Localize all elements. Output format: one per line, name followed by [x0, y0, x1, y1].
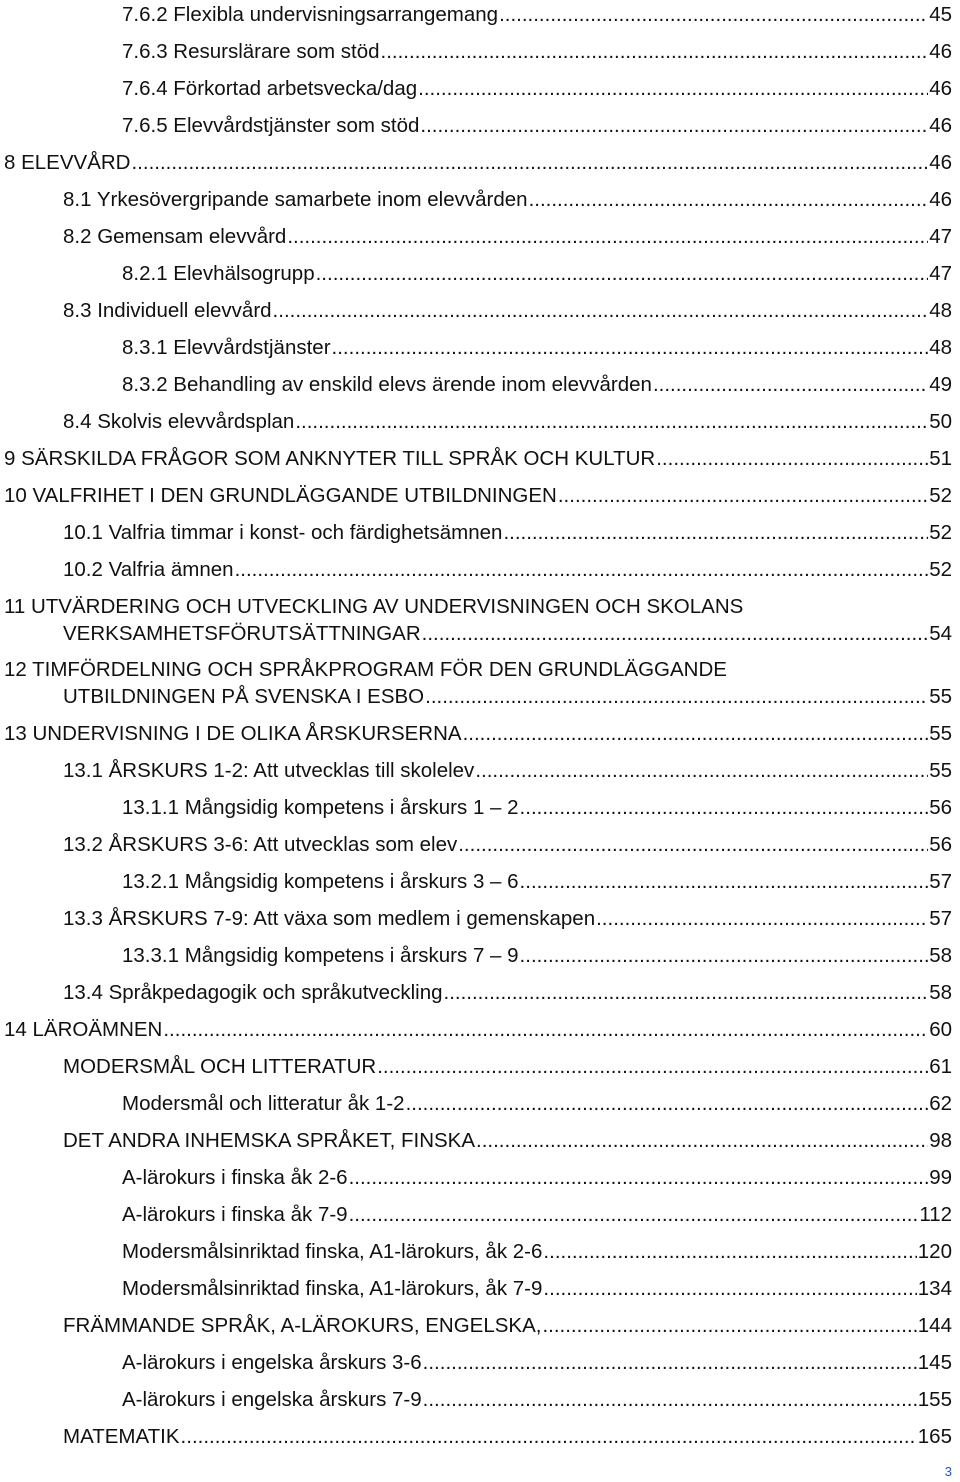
leader-dots: [235, 558, 929, 582]
toc-entry[interactable]: [0, 74, 952, 111]
toc-entry[interactable]: [0, 904, 952, 941]
toc-entry-label: 10 VALFRIHET I DEN GRUNDLÄGGANDE UTBILDNINGEN: [4, 484, 557, 507]
toc-entry-page: 46: [929, 114, 952, 137]
toc-entry[interactable]: [0, 1348, 952, 1385]
leader-dots: [444, 981, 929, 1005]
leader-dots: [381, 40, 929, 64]
leader-dots: [653, 373, 928, 397]
toc-entry-label: 8.3 Individuell elevvård: [63, 299, 272, 322]
leader-dots: [349, 1203, 919, 1227]
toc-entry-page: 47: [929, 225, 952, 248]
toc-entry-label: 8.3.2 Behandling av enskild elevs ärende inom elevvården: [122, 373, 652, 396]
toc-entry[interactable]: [0, 222, 952, 259]
toc-entry-label: A-lärokurs i finska åk 2-6: [122, 1166, 348, 1189]
toc-entry-label: VERKSAMHETSFÖRUTSÄTTNINGAR: [63, 622, 421, 645]
toc-entry[interactable]: [0, 1126, 952, 1163]
toc-entry[interactable]: [0, 1052, 952, 1089]
toc-entry-page: 48: [929, 299, 952, 322]
toc-entry-label: 8.1 Yrkesövergripande samarbete inom elevvården: [63, 188, 528, 211]
leader-dots: [287, 225, 928, 249]
leader-dots: [316, 262, 929, 286]
toc-entry-page: 134: [917, 1277, 952, 1300]
leader-dots: [499, 3, 928, 27]
toc-entry-page: 144: [917, 1314, 952, 1337]
toc-entry-page: 120: [917, 1240, 952, 1263]
toc-entry-label: 7.6.5 Elevvårdstjänster som stöd: [122, 114, 420, 137]
leader-dots: [529, 188, 929, 212]
toc-entry-label-line1: 11 UTVÄRDERING OCH UTVECKLING AV UNDERVISNINGEN OCH SKOLANS: [4, 595, 744, 618]
leader-dots: [463, 722, 929, 746]
toc-entry[interactable]: [0, 1311, 952, 1348]
toc-entry[interactable]: [0, 481, 952, 518]
toc-entry[interactable]: [0, 1163, 952, 1200]
leader-dots: [295, 410, 928, 434]
toc-entry-page: 155: [917, 1388, 952, 1411]
leader-dots: [332, 336, 929, 360]
leader-dots: [542, 1314, 916, 1338]
leader-dots: [131, 151, 928, 175]
toc-entry-page: 54: [929, 622, 952, 645]
toc-entry[interactable]: [0, 867, 952, 904]
toc-entry-label: 8.2 Gemensam elevvård: [63, 225, 287, 248]
toc-entry-page: 112: [919, 1203, 952, 1226]
toc-entry-label: 8.4 Skolvis elevvårdsplan: [63, 410, 295, 433]
toc-entry[interactable]: [0, 1274, 952, 1311]
toc-entry[interactable]: [0, 1089, 952, 1126]
leader-dots: [596, 907, 928, 931]
toc-entry-label: DET ANDRA INHEMSKA SPRÅKET, FINSKA: [63, 1129, 476, 1152]
leader-dots: [520, 870, 929, 894]
toc-entry[interactable]: [0, 555, 952, 592]
toc-entry-label: 9 SÄRSKILDA FRÅGOR SOM ANKNYTER TILL SPRÅK OCH KULTUR: [4, 447, 656, 470]
toc-entry-label: A-lärokurs i engelska årskurs 3-6: [122, 1351, 422, 1374]
leader-dots: [520, 796, 929, 820]
toc-entry[interactable]: [0, 407, 952, 444]
toc-entry-page: 57: [929, 907, 952, 930]
toc-entry-page: 145: [917, 1351, 952, 1374]
toc-entry-page: 56: [929, 796, 952, 819]
toc-entry[interactable]: [0, 37, 952, 74]
toc-entry-page: 58: [929, 981, 952, 1004]
toc-entry-page: 48: [929, 336, 952, 359]
toc-entry-label: 14 LÄROÄMNEN: [4, 1018, 163, 1041]
toc-entry-page: 55: [929, 685, 952, 708]
leader-dots: [406, 1092, 929, 1116]
toc-entry-page: 46: [929, 77, 952, 100]
toc-entry-page: 46: [929, 151, 952, 174]
toc-entry[interactable]: [0, 830, 952, 867]
leader-dots: [273, 299, 929, 323]
leader-dots: [181, 1425, 917, 1449]
toc-entry[interactable]: [0, 978, 952, 1015]
toc-entry-label: 8 ELEVVÅRD: [4, 151, 131, 174]
toc-entry-label: 7.6.4 Förkortad arbetsvecka/dag: [122, 77, 418, 100]
toc-entry-page: 56: [929, 833, 952, 856]
toc-entry-page: 165: [917, 1425, 952, 1448]
leader-dots: [418, 77, 928, 101]
toc-entry[interactable]: [0, 1422, 952, 1459]
toc-entry-label: MODERSMÅL OCH LITTERATUR: [63, 1055, 377, 1078]
leader-dots: [163, 1018, 928, 1042]
toc-entry-page: 52: [929, 521, 952, 544]
toc-entry-label: 13.1 ÅRSKURS 1-2: Att utvecklas till skolelev: [63, 759, 475, 782]
toc-entry[interactable]: [0, 370, 952, 407]
toc-entry[interactable]: [0, 1200, 952, 1237]
leader-dots: [420, 114, 928, 138]
toc-entry-label: 8.3.1 Elevvårdstjänster: [122, 336, 331, 359]
toc-entry-page: 47: [929, 262, 952, 285]
toc-entry[interactable]: [0, 756, 952, 793]
toc-entry-page: 46: [929, 188, 952, 211]
toc-entry-page: 99: [929, 1166, 952, 1189]
toc-entry-page: 58: [929, 944, 952, 967]
leader-dots: [476, 1129, 928, 1153]
toc-entry-label: 13.3 ÅRSKURS 7-9: Att växa som medlem i gemenskapen: [63, 907, 596, 930]
leader-dots: [423, 1351, 917, 1375]
toc-entry-label: 13 UNDERVISNING I DE OLIKA ÅRSKURSERNA: [4, 722, 462, 745]
toc-entry-label: 7.6.3 Resurslärare som stöd: [122, 40, 380, 63]
leader-dots: [422, 622, 929, 646]
toc-entry[interactable]: [0, 296, 952, 333]
toc-entry-label: 13.2 ÅRSKURS 3-6: Att utvecklas som elev: [63, 833, 458, 856]
toc-entry-page: 60: [929, 1018, 952, 1041]
toc-entry[interactable]: [0, 1015, 952, 1052]
leader-dots: [520, 944, 929, 968]
toc-entry-label: 13.2.1 Mångsidig kompetens i årskurs 3 – 6: [122, 870, 519, 893]
toc-entry-label: 13.1.1 Mångsidig kompetens i årskurs 1 – 2: [122, 796, 519, 819]
toc-entry[interactable]: [0, 592, 952, 648]
toc-entry-page: 46: [929, 40, 952, 63]
toc-entry[interactable]: [0, 111, 952, 148]
toc-entry-label: A-lärokurs i engelska årskurs 7-9: [122, 1388, 422, 1411]
toc-entry-label: UTBILDNINGEN PÅ SVENSKA I ESBO: [63, 685, 425, 708]
toc-entry[interactable]: [0, 1237, 952, 1274]
toc-entry-page: 49: [929, 373, 952, 396]
toc-entry[interactable]: [0, 655, 952, 711]
toc-entry[interactable]: [0, 793, 952, 830]
toc-entry-page: 61: [929, 1055, 952, 1078]
toc-entry[interactable]: [0, 1385, 952, 1422]
toc-entry-page: 55: [929, 759, 952, 782]
leader-dots: [558, 484, 928, 508]
toc-entry-label: 8.2.1 Elevhälsogrupp: [122, 262, 315, 285]
leader-dots: [656, 447, 928, 471]
toc-entry-page: 45: [929, 3, 952, 26]
toc-entry[interactable]: [0, 0, 952, 37]
leader-dots: [425, 685, 928, 709]
leader-dots: [377, 1055, 928, 1079]
leader-dots: [503, 521, 928, 545]
leader-dots: [349, 1166, 929, 1190]
leader-dots: [543, 1277, 916, 1301]
leader-dots: [543, 1240, 916, 1264]
toc-entry[interactable]: [0, 518, 952, 555]
leader-dots: [475, 759, 928, 783]
leader-dots: [458, 833, 928, 857]
toc-entry-label: FRÄMMANDE SPRÅK, A-LÄROKURS, ENGELSKA,: [63, 1314, 542, 1337]
toc-entry-page: 62: [929, 1092, 952, 1115]
toc-entry-page: 55: [929, 722, 952, 745]
page-number: 3: [944, 1464, 952, 1479]
toc-entry[interactable]: [0, 185, 952, 222]
toc-entry-label-line1: 12 TIMFÖRDELNING OCH SPRÅKPROGRAM FÖR DEN GRUNDLÄGGANDE: [4, 658, 727, 681]
toc-entry-label: 10.1 Valfria timmar i konst- och färdighetsämnen: [63, 521, 503, 544]
toc-entry[interactable]: [0, 719, 952, 756]
leader-dots: [423, 1388, 917, 1412]
toc-entry-page: 57: [929, 870, 952, 893]
toc-entry-page: 52: [929, 484, 952, 507]
toc-entry-page: 50: [929, 410, 952, 433]
toc-entry-label: MATEMATIK: [63, 1425, 180, 1448]
toc-entry[interactable]: [0, 941, 952, 978]
toc-entry-label: A-lärokurs i finska åk 7-9: [122, 1203, 348, 1226]
toc-entry-label: 10.2 Valfria ämnen: [63, 558, 234, 581]
toc-entry[interactable]: [0, 444, 952, 481]
toc-entry[interactable]: [0, 148, 952, 185]
toc-entry[interactable]: [0, 259, 952, 296]
toc-entry-page: 98: [929, 1129, 952, 1152]
toc-entry[interactable]: [0, 333, 952, 370]
toc-entry-page: 52: [929, 558, 952, 581]
toc-entry-label: 7.6.2 Flexibla undervisningsarrangemang: [122, 3, 499, 26]
toc-entry-page: 51: [929, 447, 952, 470]
toc-entry-label: 13.3.1 Mångsidig kompetens i årskurs 7 – 9: [122, 944, 519, 967]
toc-entry-label: Modersmålsinriktad finska, A1-lärokurs, åk 2-6: [122, 1240, 543, 1263]
toc-entry-label: 13.4 Språkpedagogik och språkutveckling: [63, 981, 443, 1004]
toc-entry-label: Modersmål och litteratur åk 1-2: [122, 1092, 405, 1115]
toc-entry-label: Modersmålsinriktad finska, A1-lärokurs, åk 7-9: [122, 1277, 543, 1300]
